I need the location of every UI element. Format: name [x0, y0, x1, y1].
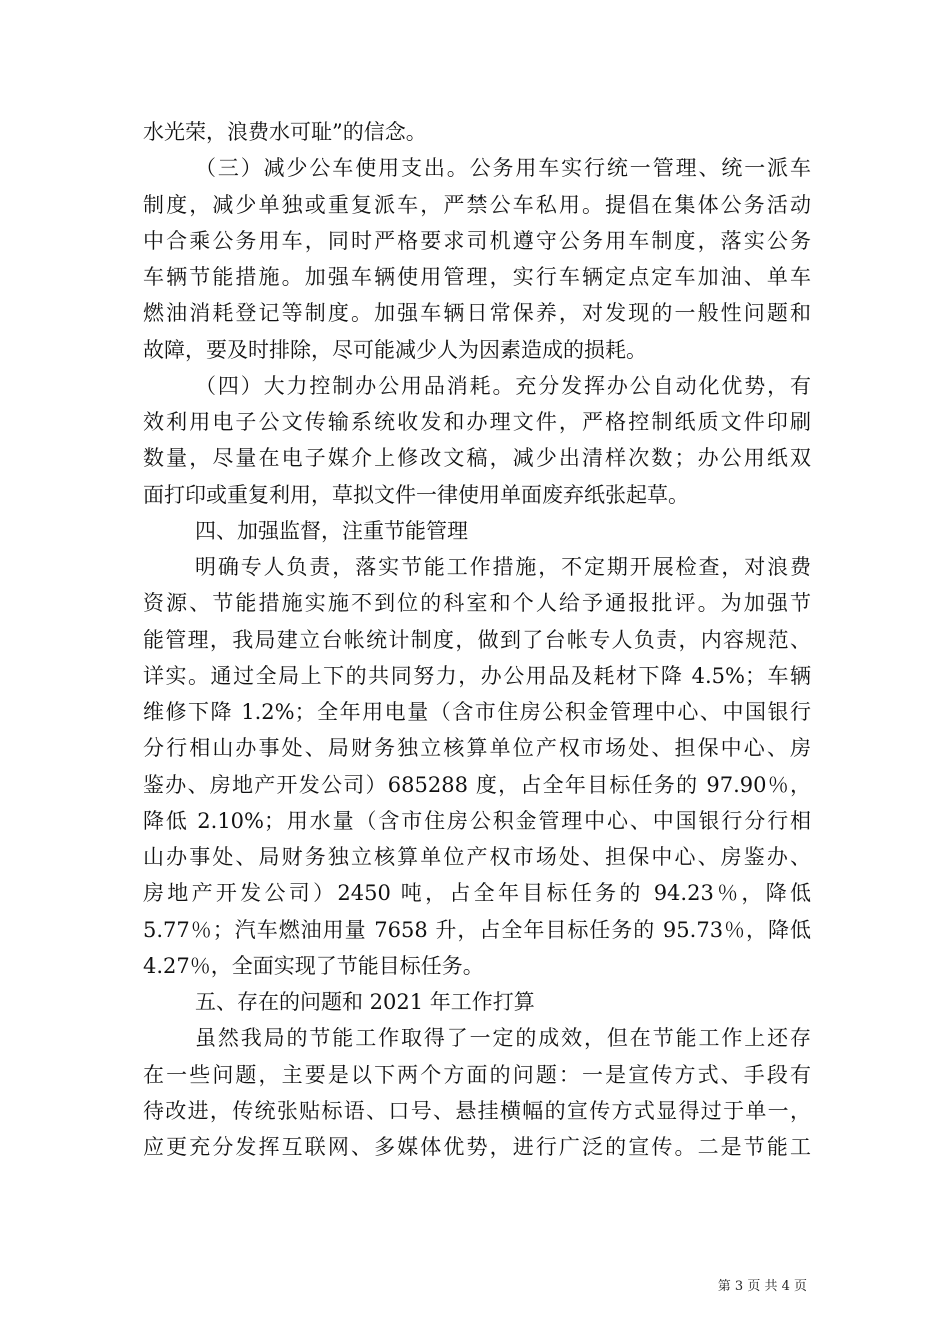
text-line: 故障，要及时排除，尽可能减少人为因素造成的损耗。 — [143, 337, 647, 362]
text-line: 明确专人负责，落实节能工作措施，不定期开展检查，对浪费 — [195, 555, 811, 579]
text-line: 降低 2.10%；用水量（含市住房公积金管理中心、中国银行分行相 — [143, 808, 811, 833]
text-line: 面打印或重复利用，草拟文件一律使用单面废弃纸张起草。 — [143, 482, 689, 507]
text-line: 能管理，我局建立台帐统计制度，做到了台帐专人负责，内容规范、 — [143, 627, 811, 652]
text-line: 车辆节能措施。加强车辆使用管理，实行车辆定点定车加油、单车 — [143, 265, 811, 289]
text-line: （三）减少公车使用支出。公务用车实行统一管理、统一派车 — [195, 156, 811, 181]
document-body — [143, 114, 811, 1165]
text-line: 4.27％，全面实现了节能目标任务。 — [143, 953, 484, 978]
text-line: 燃油消耗登记等制度。加强车辆日常保养，对发现的一般性问题和 — [143, 301, 811, 326]
text-line: 鉴办、房地产开发公司）685288 度，占全年目标任务的 97.90％， — [143, 772, 811, 797]
text-line: 5.77％；汽车燃油用量 7658 升，占全年目标任务的 95.73％，降低 — [143, 917, 811, 942]
text-line: 五、存在的问题和 2021 年工作打算 — [195, 990, 535, 1014]
text-line: 分行相山办事处、局财务独立核算单位产权市场处、担保中心、房 — [143, 736, 811, 761]
text-line: 虽然我局的节能工作取得了一定的成效，但在节能工作上还存 — [195, 1026, 811, 1051]
text-line: 效利用电子公文传输系统收发和办理文件，严格控制纸质文件印刷 — [143, 410, 811, 434]
text-line: 四、加强监督，注重节能管理 — [195, 518, 468, 543]
text-line: 在一些问题，主要是以下两个方面的问题：一是宣传方式、手段有 — [143, 1062, 811, 1087]
text-line: 水光荣，浪费水可耻”的信念。 — [143, 120, 427, 144]
text-line: 应更充分发挥互联网、多媒体优势，进行广泛的宣传。二是节能工 — [143, 1135, 811, 1159]
text-line: 资源、节能措施实施不到位的科室和个人给予通报批评。为加强节 — [143, 591, 811, 616]
text-line: 制度，减少单独或重复派车，严禁公车私用。提倡在集体公务活动 — [143, 192, 811, 217]
text-line: 山办事处、局财务独立核算单位产权市场处、担保中心、房鉴办、 — [143, 845, 811, 869]
text-line: 维修下降 1.2%；全年用电量（含市住房公积金管理中心、中国银行 — [143, 700, 811, 724]
text-line: 中合乘公务用车，同时严格要求司机遵守公务用车制度，落实公务 — [143, 228, 811, 253]
text-line: 房地产开发公司）2450 吨，占全年目标任务的 94.23％，降低 — [143, 881, 811, 906]
text-line: 详实。通过全局上下的共同努力，办公用品及耗材下降 4.5%；车辆 — [143, 663, 811, 688]
text-line: 待改进，传统张贴标语、口号、悬挂横幅的宣传方式显得过于单一， — [143, 1098, 811, 1123]
page-number: 第 3 页 共 4 页 — [717, 1279, 807, 1294]
text-line: （四）大力控制办公用品消耗。充分发挥办公自动化优势，有 — [195, 373, 811, 398]
text-line: 数量，尽量在电子媒介上修改文稿，减少出清样次数；办公用纸双 — [143, 446, 811, 471]
